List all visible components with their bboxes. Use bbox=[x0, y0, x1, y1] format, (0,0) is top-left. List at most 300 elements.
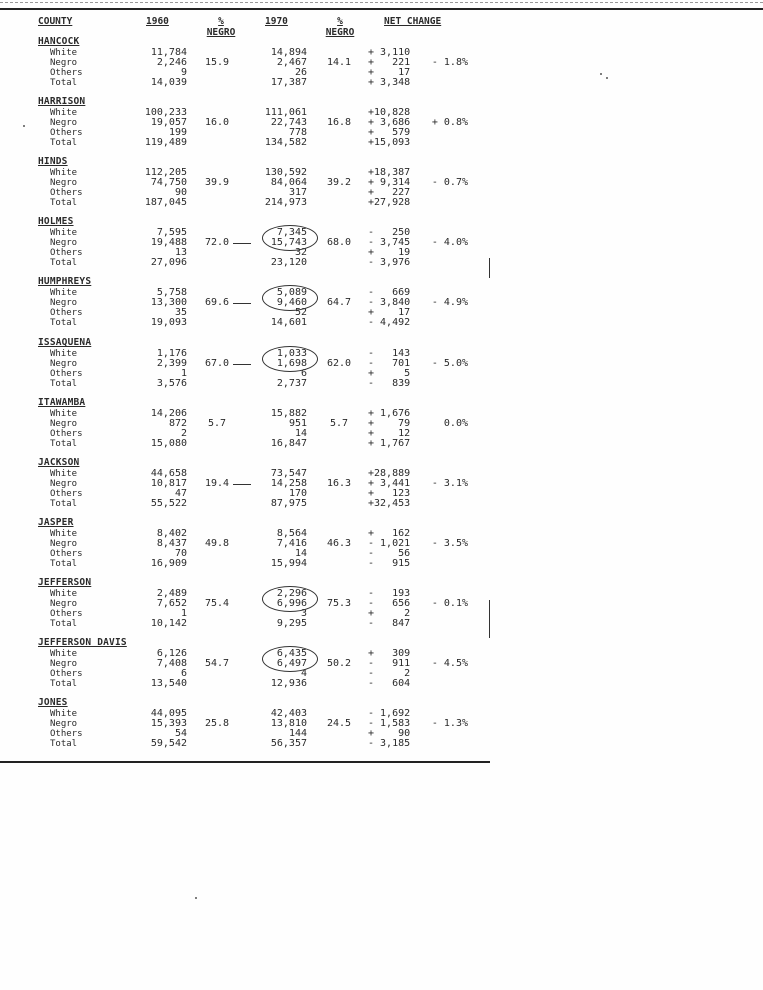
header-county: COUNTY bbox=[38, 16, 73, 27]
value-1960: 11,784 bbox=[150, 47, 187, 58]
row-label: Others bbox=[50, 609, 83, 619]
pct-negro-1960: 54.7 bbox=[204, 658, 230, 669]
row-label: Negro bbox=[50, 539, 78, 549]
value-1970: 2,737 bbox=[276, 378, 307, 389]
table-row bbox=[0, 549, 490, 559]
pct-negro-1960: 69.6 bbox=[204, 297, 230, 308]
net-change-value: + 123 bbox=[368, 488, 411, 499]
table-row bbox=[0, 108, 490, 118]
value-1970: 17,387 bbox=[270, 77, 307, 88]
net-change-value: - 3,745 bbox=[368, 237, 411, 248]
row-label: Others bbox=[50, 308, 83, 318]
net-change-value: - 1,021 bbox=[368, 538, 411, 549]
net-pct-change: - 4.5% bbox=[431, 658, 468, 669]
net-change-value: - 604 bbox=[368, 678, 411, 689]
value-1970: 3 bbox=[300, 608, 307, 619]
table-row bbox=[0, 539, 490, 549]
pct-negro-1960: 49.8 bbox=[204, 538, 230, 549]
value-1970: 6,996 bbox=[276, 598, 307, 609]
pct-negro-1970: 16.8 bbox=[326, 117, 352, 128]
net-change-value: + 227 bbox=[368, 187, 411, 198]
net-change-value: + 12 bbox=[368, 428, 411, 439]
table-row bbox=[0, 679, 490, 689]
net-change-value: +28,889 bbox=[368, 468, 411, 479]
net-change-value: + 3,686 bbox=[368, 117, 411, 128]
net-change-value: - 847 bbox=[368, 618, 411, 629]
row-label: Negro bbox=[50, 359, 78, 369]
value-1970: 13,810 bbox=[270, 718, 307, 729]
row-label: Negro bbox=[50, 659, 78, 669]
net-pct-change: - 1.3% bbox=[431, 718, 468, 729]
header-net-change: NET CHANGE bbox=[384, 16, 442, 27]
header-rule bbox=[0, 8, 763, 10]
value-1960: 187,045 bbox=[144, 197, 187, 208]
value-1960: 7,652 bbox=[156, 598, 187, 609]
county-name: HINDS bbox=[38, 156, 68, 167]
net-change-value: + 2 bbox=[368, 608, 411, 619]
table-row bbox=[0, 489, 490, 499]
value-1970: 6,497 bbox=[276, 658, 307, 669]
row-label: Others bbox=[50, 669, 83, 679]
value-1960: 54 bbox=[174, 728, 187, 739]
row-label: Total bbox=[50, 739, 78, 749]
pct-negro-1960: 75.4 bbox=[204, 598, 230, 609]
county-name: JASPER bbox=[38, 517, 74, 528]
value-1970: 22,743 bbox=[270, 117, 307, 128]
row-label: Others bbox=[50, 68, 83, 78]
table-row bbox=[0, 589, 490, 599]
net-change-value: + 3,441 bbox=[368, 478, 411, 489]
county-block bbox=[0, 338, 490, 398]
value-1970: 14 bbox=[294, 428, 307, 439]
value-1960: 2,246 bbox=[156, 57, 187, 68]
hand-drawn-circle bbox=[262, 285, 318, 311]
value-1970: 8,564 bbox=[276, 528, 307, 539]
value-1960: 55,522 bbox=[150, 498, 187, 509]
net-change-value: - 193 bbox=[368, 588, 411, 599]
value-1970: 14,601 bbox=[270, 317, 307, 328]
county-block bbox=[0, 277, 490, 337]
table-row bbox=[0, 669, 490, 679]
table-row bbox=[0, 349, 490, 359]
pct-negro-1970: 64.7 bbox=[326, 297, 352, 308]
value-1970: 23,120 bbox=[270, 257, 307, 268]
table-row bbox=[0, 308, 490, 318]
net-change-value: + 579 bbox=[368, 127, 411, 138]
table-row bbox=[0, 739, 490, 749]
net-change-value: + 1,767 bbox=[368, 438, 411, 449]
value-1970: 26 bbox=[294, 67, 307, 78]
value-1960: 2 bbox=[180, 428, 187, 439]
value-1970: 6 bbox=[300, 368, 307, 379]
value-1960: 44,658 bbox=[150, 468, 187, 479]
row-label: Others bbox=[50, 188, 83, 198]
net-change-value: - 669 bbox=[368, 287, 411, 298]
value-1960: 27,096 bbox=[150, 257, 187, 268]
table-row bbox=[0, 369, 490, 379]
net-pct-change: - 4.0% bbox=[431, 237, 468, 248]
net-change-value: +32,453 bbox=[368, 498, 411, 509]
row-label: White bbox=[50, 228, 78, 238]
table-row bbox=[0, 609, 490, 619]
county-name: JACKSON bbox=[38, 457, 80, 468]
county-name: HUMPHREYS bbox=[38, 276, 92, 287]
net-pct-change: - 3.1% bbox=[431, 478, 468, 489]
row-label: White bbox=[50, 589, 78, 599]
county-block bbox=[0, 638, 490, 698]
table-row bbox=[0, 128, 490, 138]
value-1960: 8,402 bbox=[156, 528, 187, 539]
margin-mark bbox=[489, 258, 490, 278]
value-1960: 10,817 bbox=[150, 478, 187, 489]
county-name: HOLMES bbox=[38, 216, 74, 227]
value-1970: 9,460 bbox=[276, 297, 307, 308]
net-change-value: + 79 bbox=[368, 418, 411, 429]
value-1960: 13,300 bbox=[150, 297, 187, 308]
net-change-value: - 3,840 bbox=[368, 297, 411, 308]
row-label: Negro bbox=[50, 298, 78, 308]
net-pct-change: - 1.8% bbox=[431, 57, 468, 68]
value-1960: 9 bbox=[180, 67, 187, 78]
scan-top-edge bbox=[0, 2, 763, 3]
value-1970: 130,592 bbox=[264, 167, 307, 178]
value-1970: 4 bbox=[300, 668, 307, 679]
value-1970: 73,547 bbox=[270, 468, 307, 479]
value-1970: 14,258 bbox=[270, 478, 307, 489]
value-1960: 70 bbox=[174, 548, 187, 559]
table-row bbox=[0, 379, 490, 389]
county-block bbox=[0, 37, 490, 97]
county-block bbox=[0, 157, 490, 217]
net-change-value: + 1,676 bbox=[368, 408, 411, 419]
value-1960: 59,542 bbox=[150, 738, 187, 749]
table-row bbox=[0, 529, 490, 539]
net-change-value: + 17 bbox=[368, 307, 411, 318]
header-1960: 1960 bbox=[146, 16, 169, 27]
net-change-value: - 701 bbox=[368, 358, 411, 369]
value-1970: 42,403 bbox=[270, 708, 307, 719]
net-change-value: - 915 bbox=[368, 558, 411, 569]
value-1960: 13 bbox=[174, 247, 187, 258]
value-1960: 19,488 bbox=[150, 237, 187, 248]
table-row bbox=[0, 258, 490, 268]
net-change-value: - 911 bbox=[368, 658, 411, 669]
row-label: Others bbox=[50, 729, 83, 739]
net-pct-change: - 4.9% bbox=[431, 297, 468, 308]
row-label: Negro bbox=[50, 118, 78, 128]
table-row bbox=[0, 58, 490, 68]
hand-drawn-dash bbox=[233, 243, 251, 244]
table-row bbox=[0, 118, 490, 128]
table-row bbox=[0, 719, 490, 729]
pct-negro-1970: 14.1 bbox=[326, 57, 352, 68]
pct-negro-1960: 67.0 bbox=[204, 358, 230, 369]
value-1960: 7,595 bbox=[156, 227, 187, 238]
value-1960: 14,206 bbox=[150, 408, 187, 419]
value-1970: 1,698 bbox=[276, 358, 307, 369]
value-1970: 12,936 bbox=[270, 678, 307, 689]
value-1960: 16,909 bbox=[150, 558, 187, 569]
header-pct-negro-1970: % NEGRO bbox=[325, 16, 355, 38]
value-1970: 14 bbox=[294, 548, 307, 559]
net-change-value: + 5 bbox=[368, 368, 411, 379]
row-label: Total bbox=[50, 258, 78, 268]
value-1970: 144 bbox=[288, 728, 307, 739]
scan-speck bbox=[23, 125, 25, 127]
row-label: White bbox=[50, 709, 78, 719]
pct-negro-1970: 62.0 bbox=[326, 358, 352, 369]
value-1970: 15,882 bbox=[270, 408, 307, 419]
hand-drawn-circle bbox=[262, 346, 318, 372]
hand-drawn-dash bbox=[233, 364, 251, 365]
value-1970: 87,975 bbox=[270, 498, 307, 509]
row-label: Negro bbox=[50, 479, 78, 489]
pct-negro-1960: 72.0 bbox=[204, 237, 230, 248]
net-change-value: + 17 bbox=[368, 67, 411, 78]
header-pct-negro-1960: % NEGRO bbox=[206, 16, 236, 38]
value-1960: 15,393 bbox=[150, 718, 187, 729]
pct-negro-1960: 5.7 bbox=[207, 418, 227, 429]
net-change-value: +15,093 bbox=[368, 137, 411, 148]
net-change-value: +18,387 bbox=[368, 167, 411, 178]
county-block bbox=[0, 217, 490, 277]
value-1960: 74,750 bbox=[150, 177, 187, 188]
value-1970: 15,994 bbox=[270, 558, 307, 569]
table-row bbox=[0, 659, 490, 669]
county-block bbox=[0, 578, 490, 638]
pct-negro-1970: 46.3 bbox=[326, 538, 352, 549]
value-1960: 19,093 bbox=[150, 317, 187, 328]
table-row bbox=[0, 48, 490, 58]
value-1960: 44,095 bbox=[150, 708, 187, 719]
row-label: Others bbox=[50, 549, 83, 559]
row-label: Others bbox=[50, 128, 83, 138]
net-change-value: - 3,976 bbox=[368, 257, 411, 268]
net-change-value: - 656 bbox=[368, 598, 411, 609]
value-1970: 32 bbox=[294, 247, 307, 258]
table-bottom-rule bbox=[0, 761, 490, 763]
row-label: White bbox=[50, 529, 78, 539]
table-row bbox=[0, 168, 490, 178]
net-change-value: +10,828 bbox=[368, 107, 411, 118]
county-block bbox=[0, 398, 490, 458]
row-label: Total bbox=[50, 78, 78, 88]
pct-negro-1970: 5.7 bbox=[329, 418, 349, 429]
county-block bbox=[0, 97, 490, 157]
row-label: Total bbox=[50, 318, 78, 328]
value-1970: 52 bbox=[294, 307, 307, 318]
row-label: Others bbox=[50, 369, 83, 379]
value-1960: 8,437 bbox=[156, 538, 187, 549]
row-label: White bbox=[50, 349, 78, 359]
value-1960: 7,408 bbox=[156, 658, 187, 669]
net-change-value: + 90 bbox=[368, 728, 411, 739]
net-change-value: - 1,692 bbox=[368, 708, 411, 719]
hand-drawn-circle bbox=[262, 586, 318, 612]
table-row bbox=[0, 469, 490, 479]
row-label: Total bbox=[50, 198, 78, 208]
hand-drawn-dash bbox=[233, 484, 251, 485]
net-change-value: + 3,348 bbox=[368, 77, 411, 88]
value-1970: 134,582 bbox=[264, 137, 307, 148]
hand-drawn-dash bbox=[233, 303, 251, 304]
net-change-value: - 2 bbox=[368, 668, 411, 679]
value-1960: 119,489 bbox=[144, 137, 187, 148]
value-1960: 112,205 bbox=[144, 167, 187, 178]
net-change-value: - 1,583 bbox=[368, 718, 411, 729]
value-1960: 47 bbox=[174, 488, 187, 499]
value-1970: 9,295 bbox=[276, 618, 307, 629]
pct-negro-1970: 50.2 bbox=[326, 658, 352, 669]
pct-negro-1960: 39.9 bbox=[204, 177, 230, 188]
pct-negro-1960: 25.8 bbox=[204, 718, 230, 729]
value-1960: 100,233 bbox=[144, 107, 187, 118]
header-1970: 1970 bbox=[265, 16, 288, 27]
net-pct-change: - 0.7% bbox=[431, 177, 468, 188]
row-label: Total bbox=[50, 439, 78, 449]
value-1970: 14,894 bbox=[270, 47, 307, 58]
value-1970: 15,743 bbox=[270, 237, 307, 248]
table-row bbox=[0, 68, 490, 78]
table-row bbox=[0, 439, 490, 449]
row-label: White bbox=[50, 168, 78, 178]
net-pct-change: - 3.5% bbox=[431, 538, 468, 549]
value-1960: 2,399 bbox=[156, 358, 187, 369]
row-label: White bbox=[50, 48, 78, 58]
value-1960: 15,080 bbox=[150, 438, 187, 449]
row-label: Negro bbox=[50, 599, 78, 609]
value-1960: 1 bbox=[180, 368, 187, 379]
pct-negro-1960: 16.0 bbox=[204, 117, 230, 128]
hand-drawn-circle bbox=[262, 225, 318, 251]
value-1960: 6,126 bbox=[156, 648, 187, 659]
value-1970: 2,467 bbox=[276, 57, 307, 68]
row-label: White bbox=[50, 108, 78, 118]
net-change-value: + 3,110 bbox=[368, 47, 411, 58]
net-change-value: + 9,314 bbox=[368, 177, 411, 188]
table-row bbox=[0, 559, 490, 569]
table-row bbox=[0, 288, 490, 298]
pct-negro-1960: 15.9 bbox=[204, 57, 230, 68]
net-change-value: +27,928 bbox=[368, 197, 411, 208]
value-1970: 317 bbox=[288, 187, 307, 198]
value-1960: 90 bbox=[174, 187, 187, 198]
row-label: White bbox=[50, 469, 78, 479]
pct-negro-1970: 75.3 bbox=[326, 598, 352, 609]
value-1970: 84,064 bbox=[270, 177, 307, 188]
net-change-value: + 221 bbox=[368, 57, 411, 68]
value-1960: 14,039 bbox=[150, 77, 187, 88]
value-1960: 10,142 bbox=[150, 618, 187, 629]
value-1960: 6 bbox=[180, 668, 187, 679]
net-change-value: + 309 bbox=[368, 648, 411, 659]
value-1970: 778 bbox=[288, 127, 307, 138]
value-1970: 111,061 bbox=[264, 107, 307, 118]
value-1960: 5,758 bbox=[156, 287, 187, 298]
table-row bbox=[0, 729, 490, 739]
county-name: JEFFERSON DAVIS bbox=[38, 637, 127, 648]
pct-negro-1960: 19.4 bbox=[204, 478, 230, 489]
row-label: Total bbox=[50, 619, 78, 629]
county-name: HARRISON bbox=[38, 96, 86, 107]
net-change-value: - 4,492 bbox=[368, 317, 411, 328]
value-1970: 2,296 bbox=[276, 588, 307, 599]
value-1970: 951 bbox=[288, 418, 307, 429]
value-1960: 35 bbox=[174, 307, 187, 318]
county-block bbox=[0, 518, 490, 578]
county-name: JONES bbox=[38, 697, 68, 708]
scan-speck bbox=[600, 73, 602, 75]
county-block bbox=[0, 698, 490, 758]
value-1970: 170 bbox=[288, 488, 307, 499]
net-pct-change: - 0.1% bbox=[431, 598, 468, 609]
row-label: Negro bbox=[50, 419, 78, 429]
table-row bbox=[0, 188, 490, 198]
table-row bbox=[0, 429, 490, 439]
net-change-value: - 839 bbox=[368, 378, 411, 389]
row-label: Total bbox=[50, 379, 78, 389]
row-label: Negro bbox=[50, 238, 78, 248]
table-row bbox=[0, 228, 490, 238]
value-1960: 2,489 bbox=[156, 588, 187, 599]
scan-speck bbox=[195, 897, 197, 899]
row-label: Negro bbox=[50, 719, 78, 729]
row-label: Others bbox=[50, 489, 83, 499]
pct-negro-1970: 24.5 bbox=[326, 718, 352, 729]
row-label: Others bbox=[50, 248, 83, 258]
net-pct-change: - 5.0% bbox=[431, 358, 468, 369]
county-name: ITAWAMBA bbox=[38, 397, 86, 408]
hand-drawn-circle bbox=[262, 646, 318, 672]
net-change-value: + 162 bbox=[368, 528, 411, 539]
value-1970: 1,033 bbox=[276, 348, 307, 359]
scan-speck bbox=[606, 77, 608, 79]
table-row bbox=[0, 409, 490, 419]
pct-negro-1970: 39.2 bbox=[326, 177, 352, 188]
value-1960: 872 bbox=[168, 418, 187, 429]
pct-negro-1970: 16.3 bbox=[326, 478, 352, 489]
value-1960: 1,176 bbox=[156, 348, 187, 359]
row-label: Negro bbox=[50, 58, 78, 68]
net-change-value: - 3,185 bbox=[368, 738, 411, 749]
value-1960: 1 bbox=[180, 608, 187, 619]
row-label: Others bbox=[50, 429, 83, 439]
row-label: Total bbox=[50, 559, 78, 569]
table-row bbox=[0, 138, 490, 148]
table-row bbox=[0, 178, 490, 188]
value-1970: 6,435 bbox=[276, 648, 307, 659]
table-row bbox=[0, 78, 490, 88]
row-label: Total bbox=[50, 679, 78, 689]
value-1970: 5,089 bbox=[276, 287, 307, 298]
table-row bbox=[0, 499, 490, 509]
row-label: Total bbox=[50, 499, 78, 509]
table-row bbox=[0, 248, 490, 258]
row-label: White bbox=[50, 288, 78, 298]
table-row bbox=[0, 419, 490, 429]
value-1970: 56,357 bbox=[270, 738, 307, 749]
net-change-value: - 143 bbox=[368, 348, 411, 359]
row-label: Total bbox=[50, 138, 78, 148]
value-1960: 19,057 bbox=[150, 117, 187, 128]
county-name: ISSAQUENA bbox=[38, 337, 92, 348]
table-row bbox=[0, 318, 490, 328]
table-row bbox=[0, 198, 490, 208]
net-change-value: - 56 bbox=[368, 548, 411, 559]
net-change-value: + 19 bbox=[368, 247, 411, 258]
county-block bbox=[0, 458, 490, 518]
value-1970: 16,847 bbox=[270, 438, 307, 449]
